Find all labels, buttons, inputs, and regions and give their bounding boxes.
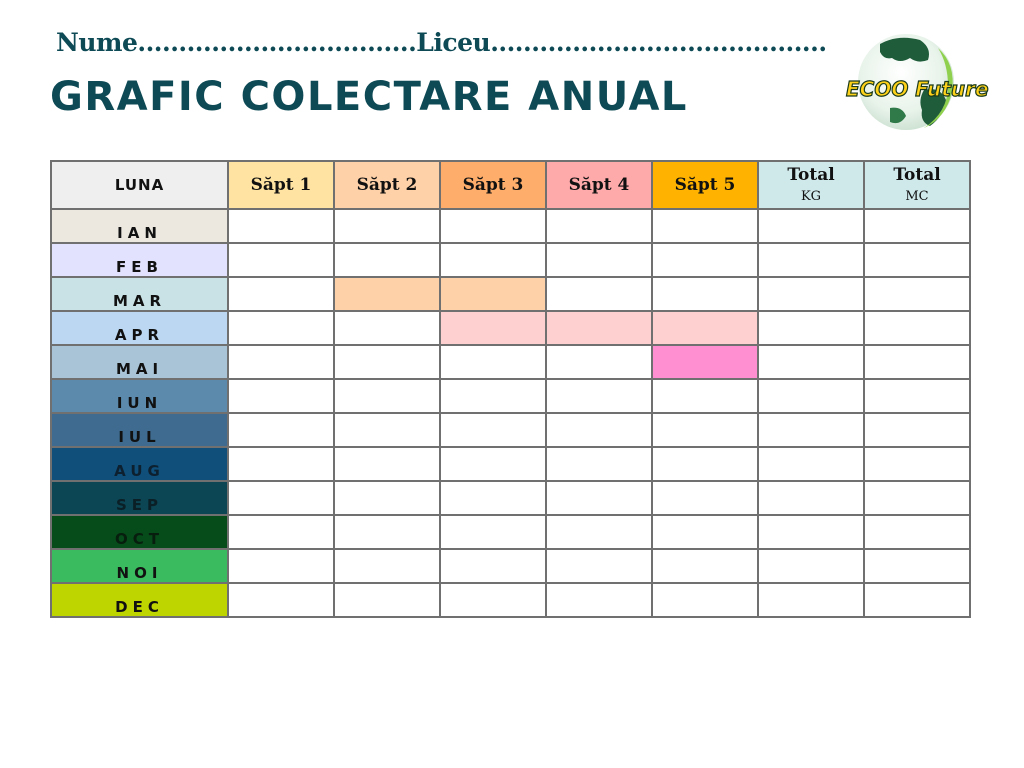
month-column-header: LUNA — [51, 161, 228, 209]
month-label-iul: IUL — [51, 413, 228, 447]
week-4-cell[interactable] — [546, 447, 652, 481]
week-5-cell[interactable] — [652, 447, 758, 481]
week-3-cell[interactable] — [440, 209, 546, 243]
week-1-cell[interactable] — [228, 209, 334, 243]
week-1-cell[interactable] — [228, 549, 334, 583]
total-kg-header — [758, 161, 864, 209]
week-4-cell[interactable] — [546, 515, 652, 549]
week-1-cell[interactable] — [228, 345, 334, 379]
week-4-cell[interactable] — [546, 583, 652, 617]
table-row — [51, 277, 970, 311]
week-1-header: Săpt 1 — [228, 161, 334, 209]
month-label-oct: OCT — [51, 515, 228, 549]
week-3-cell[interactable] — [440, 481, 546, 515]
month-label-dec: DEC — [51, 583, 228, 617]
week-5-cell[interactable] — [652, 209, 758, 243]
month-label-noi: NOI — [51, 549, 228, 583]
week-4-cell[interactable] — [546, 209, 652, 243]
week-4-cell[interactable] — [546, 345, 652, 379]
week-2-cell[interactable] — [334, 311, 440, 345]
week-2-cell[interactable] — [334, 379, 440, 413]
week-5-cell[interactable] — [652, 549, 758, 583]
week-5-cell[interactable] — [652, 277, 758, 311]
total-kg-cell[interactable] — [758, 515, 864, 549]
total-mc-cell[interactable] — [864, 447, 970, 481]
week-5-cell[interactable] — [652, 311, 758, 345]
total-kg-cell[interactable] — [758, 583, 864, 617]
week-1-cell[interactable] — [228, 243, 334, 277]
week-5-cell[interactable] — [652, 243, 758, 277]
total-kg-cell[interactable] — [758, 209, 864, 243]
total-mc-cell[interactable] — [864, 549, 970, 583]
total-mc-cell[interactable] — [864, 583, 970, 617]
week-2-cell[interactable] — [334, 277, 440, 311]
logo-text: ECOO Future — [846, 77, 989, 101]
month-label-apr: APR — [51, 311, 228, 345]
week-2-cell[interactable] — [334, 413, 440, 447]
total-kg-cell[interactable] — [758, 243, 864, 277]
week-4-cell[interactable] — [546, 311, 652, 345]
week-1-cell[interactable] — [228, 583, 334, 617]
week-1-cell[interactable] — [228, 413, 334, 447]
week-3-cell[interactable] — [440, 311, 546, 345]
table-row — [51, 583, 970, 617]
table-header-row — [51, 161, 970, 209]
table-row — [51, 209, 970, 243]
week-5-cell[interactable] — [652, 481, 758, 515]
week-2-header: Săpt 2 — [334, 161, 440, 209]
table-row — [51, 413, 970, 447]
month-label-mar: MAR — [51, 277, 228, 311]
week-2-cell[interactable] — [334, 515, 440, 549]
week-2-cell[interactable] — [334, 209, 440, 243]
total-mc-header — [864, 161, 970, 209]
month-label-mai: MAI — [51, 345, 228, 379]
week-3-cell[interactable] — [440, 379, 546, 413]
week-1-cell[interactable] — [228, 515, 334, 549]
week-4-cell[interactable] — [546, 277, 652, 311]
total-mc-cell[interactable] — [864, 311, 970, 345]
week-3-cell[interactable] — [440, 277, 546, 311]
total-mc-cell[interactable] — [864, 413, 970, 447]
week-3-cell[interactable] — [440, 583, 546, 617]
week-1-cell[interactable] — [228, 277, 334, 311]
week-5-header: Săpt 5 — [652, 161, 758, 209]
week-1-cell[interactable] — [228, 481, 334, 515]
week-3-cell[interactable] — [440, 243, 546, 277]
total-mc-cell[interactable] — [864, 209, 970, 243]
total-kg-label: Total — [787, 165, 835, 185]
total-kg-cell[interactable] — [758, 311, 864, 345]
week-2-cell[interactable] — [334, 481, 440, 515]
total-mc-unit: MC — [905, 189, 929, 204]
week-3-header: Săpt 3 — [440, 161, 546, 209]
total-mc-cell[interactable] — [864, 243, 970, 277]
week-1-cell[interactable] — [228, 311, 334, 345]
total-kg-cell[interactable] — [758, 379, 864, 413]
total-kg-cell[interactable] — [758, 481, 864, 515]
total-mc-label: Total — [893, 165, 941, 185]
table-row — [51, 243, 970, 277]
week-3-cell[interactable] — [440, 447, 546, 481]
week-5-cell[interactable] — [652, 345, 758, 379]
week-3-cell[interactable] — [440, 345, 546, 379]
week-4-header: Săpt 4 — [546, 161, 652, 209]
table-row — [51, 549, 970, 583]
total-mc-cell[interactable] — [864, 345, 970, 379]
total-mc-cell[interactable] — [864, 277, 970, 311]
table-row — [51, 345, 970, 379]
total-kg-cell[interactable] — [758, 447, 864, 481]
week-3-cell[interactable] — [440, 549, 546, 583]
week-3-cell[interactable] — [440, 515, 546, 549]
month-label-sep: SEP — [51, 481, 228, 515]
week-4-cell[interactable] — [546, 481, 652, 515]
ecoo-future-logo — [840, 30, 989, 135]
total-kg-cell[interactable] — [758, 277, 864, 311]
total-mc-cell[interactable] — [864, 379, 970, 413]
week-5-cell[interactable] — [652, 583, 758, 617]
collection-table — [50, 160, 971, 618]
week-5-cell[interactable] — [652, 515, 758, 549]
week-2-cell[interactable] — [334, 583, 440, 617]
week-3-cell[interactable] — [440, 413, 546, 447]
week-2-cell[interactable] — [334, 549, 440, 583]
month-label-ian: IAN — [51, 209, 228, 243]
table-row — [51, 447, 970, 481]
week-1-cell[interactable] — [228, 379, 334, 413]
week-5-cell[interactable] — [652, 379, 758, 413]
month-label-aug: AUG — [51, 447, 228, 481]
week-1-cell[interactable] — [228, 447, 334, 481]
month-label-iun: IUN — [51, 379, 228, 413]
week-2-cell[interactable] — [334, 243, 440, 277]
page-title: GRAFIC COLECTARE ANUAL — [50, 74, 688, 120]
week-4-cell[interactable] — [546, 243, 652, 277]
month-label-feb: FEB — [51, 243, 228, 277]
total-mc-cell[interactable] — [864, 515, 970, 549]
week-2-cell[interactable] — [334, 447, 440, 481]
week-4-cell[interactable] — [546, 413, 652, 447]
name-school-line: Nume..................................Liceu......................................... — [56, 28, 827, 57]
table-row — [51, 311, 970, 345]
week-5-cell[interactable] — [652, 413, 758, 447]
total-kg-cell[interactable] — [758, 413, 864, 447]
table-row — [51, 515, 970, 549]
week-4-cell[interactable] — [546, 379, 652, 413]
table-row — [51, 379, 970, 413]
week-2-cell[interactable] — [334, 345, 440, 379]
total-kg-cell[interactable] — [758, 345, 864, 379]
total-kg-unit: KG — [800, 189, 822, 204]
total-kg-cell[interactable] — [758, 549, 864, 583]
week-4-cell[interactable] — [546, 549, 652, 583]
table-row — [51, 481, 970, 515]
total-mc-cell[interactable] — [864, 481, 970, 515]
